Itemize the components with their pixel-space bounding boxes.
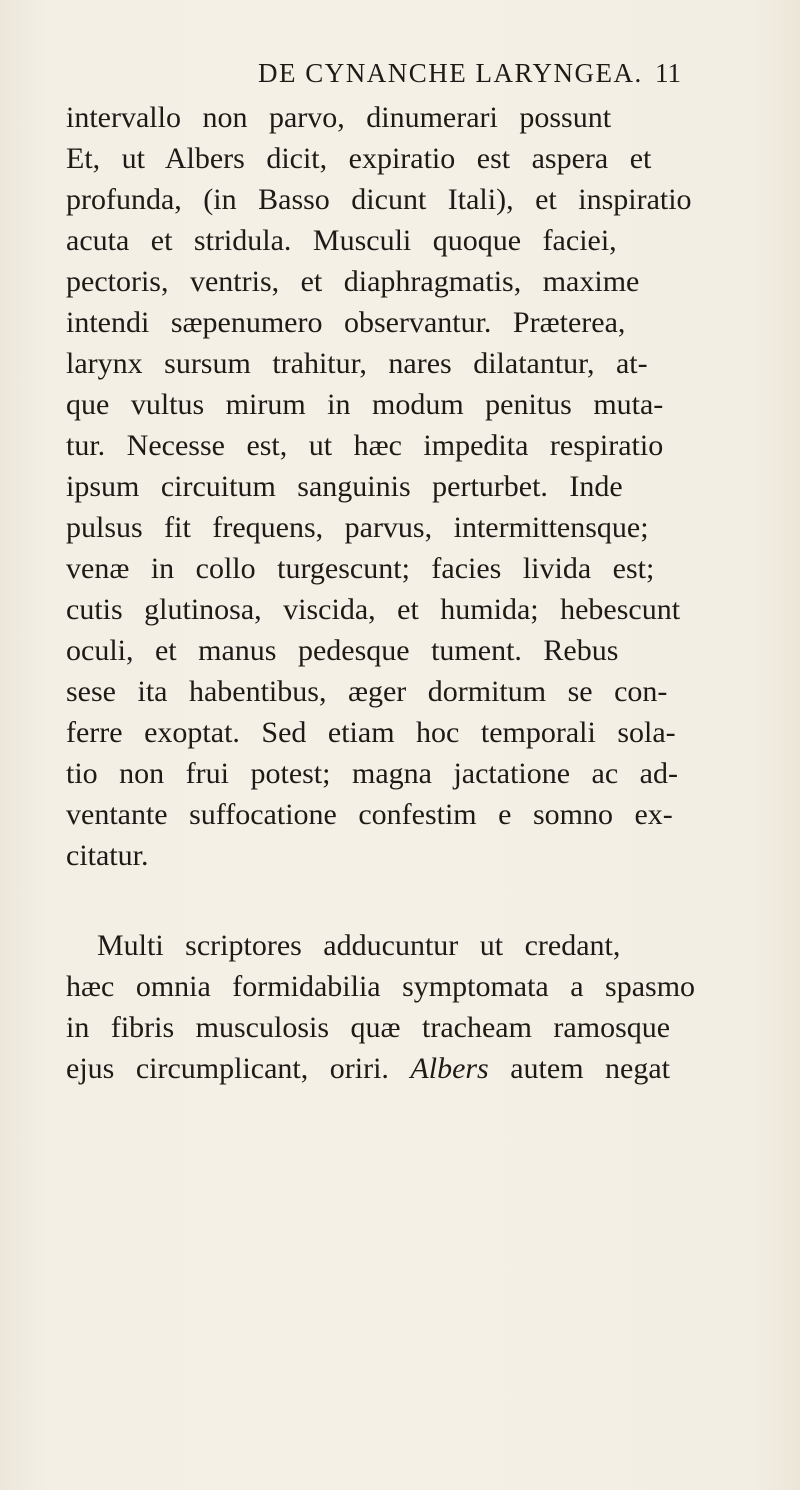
text-run: ejus circumplicant, oriri.	[66, 1052, 411, 1085]
text-line: venæ in collo turgescunt; facies livida est;	[66, 552, 655, 585]
text-line: ventante suffocatione confestim e somno ex-	[66, 798, 673, 831]
text-line: sese ita habentibus, æger dormitum se con-	[66, 675, 668, 708]
text-line: in fibris musculosis quæ tracheam ramosque	[66, 1011, 671, 1044]
text-run: autem negat	[488, 1052, 671, 1085]
text-line: oculi, et manus pedesque tument. Rebus	[66, 634, 619, 667]
text-line: Multi scriptores adducuntur ut credant,	[97, 929, 621, 962]
page-number: 11	[655, 58, 681, 88]
text-line: pectoris, ventris, et diaphragmatis, maxime	[66, 265, 640, 298]
text-line: ipsum circuitum sanguinis perturbet. Inde	[66, 470, 623, 503]
text-line: Et, ut Albers dicit, expiratio est aspera et	[66, 142, 652, 175]
text-line: hæc omnia formidabilia symptomata a spasmo	[66, 970, 696, 1003]
text-line: larynx sursum trahitur, nares dilatantur, at-	[66, 347, 648, 380]
running-title: DE CYNANCHE LARYNGEA.	[258, 58, 643, 88]
text-line	[66, 1051, 726, 1087]
text-line: pulsus fit frequens, parvus, intermittensque;	[66, 511, 649, 544]
text-line: citatur.	[66, 839, 149, 872]
author-name-italic: Albers	[410, 1052, 489, 1085]
running-head	[0, 58, 800, 98]
text-line: profunda, (in Basso dicunt Itali), et inspiratio	[66, 183, 692, 216]
text-line: tur. Necesse est, ut hæc impedita respiratio	[66, 429, 664, 462]
text-line: acuta et stridula. Musculi quoque faciei,	[66, 224, 617, 257]
text-line: tio non frui potest; magna jactatione ac ad-	[66, 757, 678, 790]
text-line: intendi sæpenumero observantur. Præterea,	[66, 306, 626, 339]
text-line: ferre exoptat. Sed etiam hoc temporali sola-	[66, 716, 676, 749]
text-line: que vultus mirum in modum penitus muta-	[66, 388, 664, 421]
text-line: intervallo non parvo, dinumerari possunt	[66, 101, 612, 134]
text-line: cutis glutinosa, viscida, et humida; hebescunt	[66, 593, 681, 626]
